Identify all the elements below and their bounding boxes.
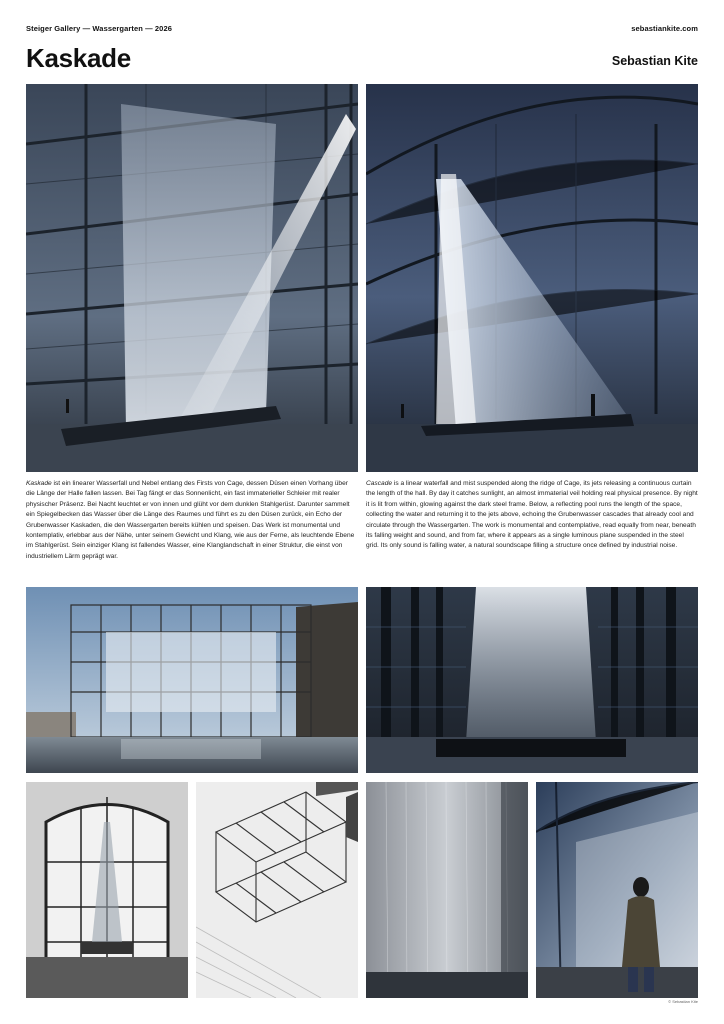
description-german — [26, 479, 358, 562]
description-english-lead: Cascade — [366, 480, 393, 487]
render-interior-dusk — [366, 84, 698, 472]
drawing-axonometric — [196, 782, 358, 998]
description-english — [366, 479, 698, 552]
render-interior-day — [26, 84, 358, 472]
render-exterior-pool — [26, 587, 358, 773]
author-name: Sebastian Kite — [611, 54, 698, 68]
render-waterfall-closeup — [366, 782, 528, 998]
description-english-body: is a linear waterfall and mist suspended along the ridge of Cage, its jets releasing a continuous curtain the length of the hall. By day it catches sunlight, an almost immaterial veil holding real physical presence. By night it is lit from within, glowing against the dark steel frame. Below, a reflecting pool runs the length of the space, collecting the water and returning it to the jets above, echoing the Grubenwasser cascades that already cool and circulate through the Wassergarten. The work is monumental and contemplative, read equally from near, beneath its falling weight and sound, and from far, where it appears as a single luminous plane suspended in the steel grid. Its only sound is falling water, a natural soundscape filling a structure once defined by industrial noise. — [366, 480, 698, 550]
render-interior-pool — [366, 587, 698, 773]
top-line — [26, 24, 698, 36]
description-german-lead: Kaskade — [26, 480, 52, 487]
page-title: Kaskade — [26, 43, 131, 73]
exhibition-label: Steiger Gallery — Wassergarten — 2026 — [26, 24, 172, 33]
render-visitor-closeup — [536, 782, 698, 998]
copyright-notice: © Sebastian Kite — [668, 999, 698, 1004]
description-german-body: ist ein linearer Wasserfall und Nebel entlang des Firsts von Cage, dessen Düsen einen Vorhang über die Länge der Halle fallen lassen. Bei Tag fängt er das Sonnenlicht, ein fast immaterieller Schleier mit realer physischer Präsenz. Bei Nacht leuchtet er von innen und glüht vor dem dunklen Stahlgerüst. Darunter sammelt ein Spiegelbecken das Wasser über die Länge des Raumes und führt es zu den Düsen zurück, ein Echo der Grubenwasser Kaskaden, die den Wassergarten bereits kühlen und speisen. Das Werk ist monumental und kontemplativ, erlebbar aus der Nähe, unter seinem Gewicht und Klang, wie aus der Ferne, als leuchtende Ebene im Stahlgerüst. Sein einziger Klang ist fallendes Wasser, eine Klanglandschaft in einer Struktur, die einst von industriellem Lärm geprägt war. — [26, 480, 355, 560]
website-link[interactable]: sebastiankite.com — [631, 24, 698, 33]
drawing-section — [26, 782, 188, 998]
